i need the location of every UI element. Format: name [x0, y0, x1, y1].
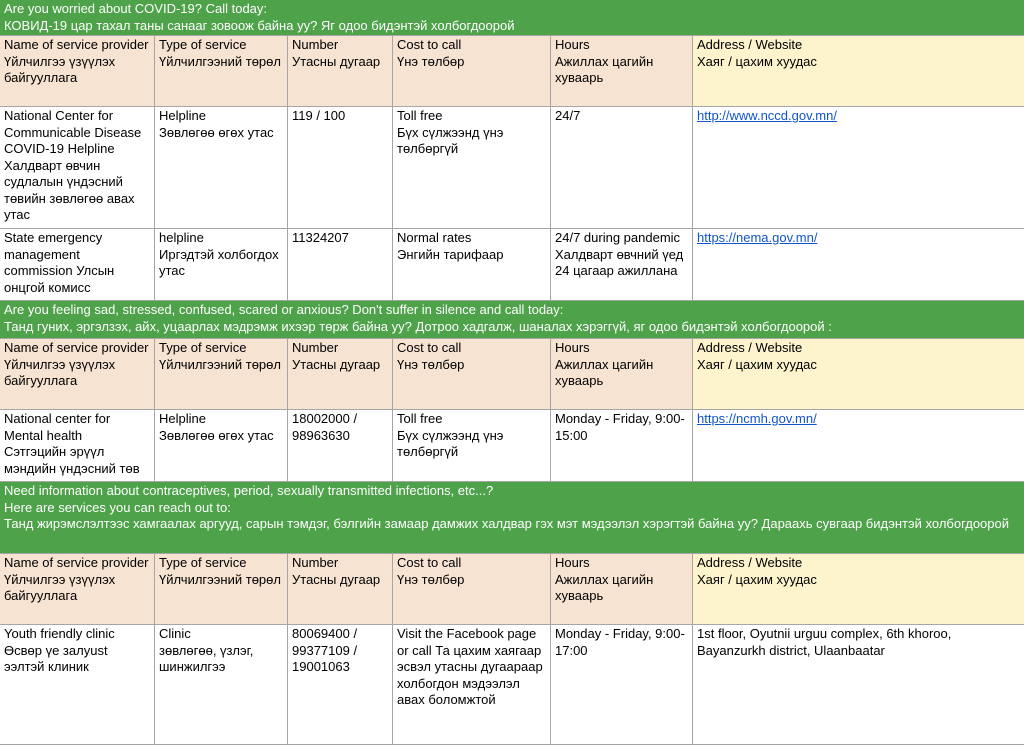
cell-type[interactable]: Helpline Зөвлөгөө өгөх утас: [155, 410, 288, 482]
section-3-banner-row: [0, 482, 1024, 554]
cell-cost[interactable]: Normal rates Энгийн тарифаар: [393, 229, 551, 301]
cell-address[interactable]: [693, 107, 1024, 229]
cell-cost[interactable]: Visit the Facebook page or call Та цахим хаягаар эсвэл утасны дугаараар холбогдон мэдээлэл авах боломжтой: [393, 625, 551, 745]
header-type[interactable]: Type of service Үйлчилгээний төрөл: [155, 339, 288, 410]
table-row: [0, 107, 1024, 229]
cell-hours[interactable]: 24/7: [551, 107, 693, 229]
table-row: [0, 229, 1024, 301]
cell-address[interactable]: [693, 229, 1024, 301]
header-address[interactable]: Address / Website Хаяг / цахим хуудас: [693, 339, 1024, 410]
section-1-header-row: [0, 36, 1024, 107]
section-1-banner-row: [0, 0, 1024, 36]
table-row: [0, 625, 1024, 745]
website-link[interactable]: http://www.nccd.gov.mn/: [697, 108, 837, 123]
header-hours[interactable]: Hours Ажиллах цагийн хуваарь: [551, 339, 693, 410]
section-3-header-row: [0, 554, 1024, 625]
cell-type[interactable]: Helpline Зөвлөгөө өгөх утас: [155, 107, 288, 229]
cell-provider[interactable]: National center for Mental health Сэтгэцийн эрүүл мэндийн үндэсний төв: [0, 410, 155, 482]
section-2-banner-row: [0, 301, 1024, 339]
cell-address[interactable]: 1st floor, Oyutnii urguu complex, 6th khoroo, Bayanzurkh district, Ulaanbaatar: [693, 625, 1024, 745]
header-address[interactable]: Address / Website Хаяг / цахим хуудас: [693, 554, 1024, 625]
cell-hours[interactable]: 24/7 during pandemic Халдварт өвчний үед 24 цагаар ажиллана: [551, 229, 693, 301]
cell-number[interactable]: 80069400 / 99377109 / 19001063: [288, 625, 393, 745]
website-link[interactable]: https://ncmh.gov.mn/: [697, 411, 817, 426]
cell-hours[interactable]: Monday - Friday, 9:00-15:00: [551, 410, 693, 482]
header-provider[interactable]: Name of service provider Үйлчилгээ үзүүлэх байгууллага: [0, 339, 155, 410]
header-provider[interactable]: Name of service provider Үйлчилгээ үзүүлэх байгууллага: [0, 36, 155, 107]
section-2-header-row: [0, 339, 1024, 410]
cell-hours[interactable]: Monday - Friday, 9:00-17:00: [551, 625, 693, 745]
cell-provider[interactable]: National Center for Communicable Disease COVID-19 Helpline Халдварт өвчин судлалын үндэсний төвийн зөвлөгөө авах утас: [0, 107, 155, 229]
cell-type[interactable]: Clinic зөвлөгөө, үзлэг, шинжилгээ: [155, 625, 288, 745]
header-address[interactable]: Address / Website Хаяг / цахим хуудас: [693, 36, 1024, 107]
cell-provider[interactable]: State emergency management commission Улсын онцгой комисс: [0, 229, 155, 301]
section-banner[interactable]: Are you worried about COVID-19? Call today: КОВИД-19 цар тахал таны санааг зовоож байна уу? Яг одоо бидэнтэй холбогдоорой: [0, 0, 1024, 36]
header-cost[interactable]: Cost to call Үнэ төлбөр: [393, 339, 551, 410]
header-hours[interactable]: Hours Ажиллах цагийн хуваарь: [551, 36, 693, 107]
header-provider[interactable]: Name of service provider Үйлчилгээ үзүүлэх байгууллага: [0, 554, 155, 625]
header-type[interactable]: Type of service Үйлчилгээний төрөл: [155, 554, 288, 625]
cell-cost[interactable]: Toll free Бүх сүлжээнд үнэ төлбөргүй: [393, 410, 551, 482]
table-row: [0, 410, 1024, 482]
cell-address[interactable]: [693, 410, 1024, 482]
header-number[interactable]: Number Утасны дугаар: [288, 339, 393, 410]
header-cost[interactable]: Cost to call Үнэ төлбөр: [393, 554, 551, 625]
header-type[interactable]: Type of service Үйлчилгээний төрөл: [155, 36, 288, 107]
cell-number[interactable]: 119 / 100: [288, 107, 393, 229]
section-banner[interactable]: Need information about contraceptives, period, sexually transmitted infections, etc...? Here are services you can reach out to: Танд жирэмслэлтээс хамгаалах аргууд, сарын тэмдэг, бэлгийн замаар дамжих халдвар гэх мэт мэдээлэл хэрэгтэй байна уу? Дараахь сувгаар бидэнтэй холбогдоорой: [0, 482, 1024, 554]
header-number[interactable]: Number Утасны дугаар: [288, 36, 393, 107]
section-banner[interactable]: Are you feeling sad, stressed, confused, scared or anxious? Don't suffer in silence and call today: Танд гуних, эргэлзэх, айх, уцаарлах мэдрэмж ихээр төрж байна уу? Дотроо хадгалж, шаналах хэрэггүй, яг одоо бидэнтэй холбогдоорой :: [0, 301, 1024, 339]
cell-cost[interactable]: Toll free Бүх сүлжээнд үнэ төлбөргүй: [393, 107, 551, 229]
header-number[interactable]: Number Утасны дугаар: [288, 554, 393, 625]
header-hours[interactable]: Hours Ажиллах цагийн хуваарь: [551, 554, 693, 625]
cell-provider[interactable]: Youth friendly clinic Өсвөр үе залуust ээлтэй клиник: [0, 625, 155, 745]
cell-number[interactable]: 18002000 / 98963630: [288, 410, 393, 482]
header-cost[interactable]: Cost to call Үнэ төлбөр: [393, 36, 551, 107]
website-link[interactable]: https://nema.gov.mn/: [697, 230, 818, 245]
cell-type[interactable]: helpline Иргэдтэй холбогдох утас: [155, 229, 288, 301]
cell-number[interactable]: 11324207: [288, 229, 393, 301]
